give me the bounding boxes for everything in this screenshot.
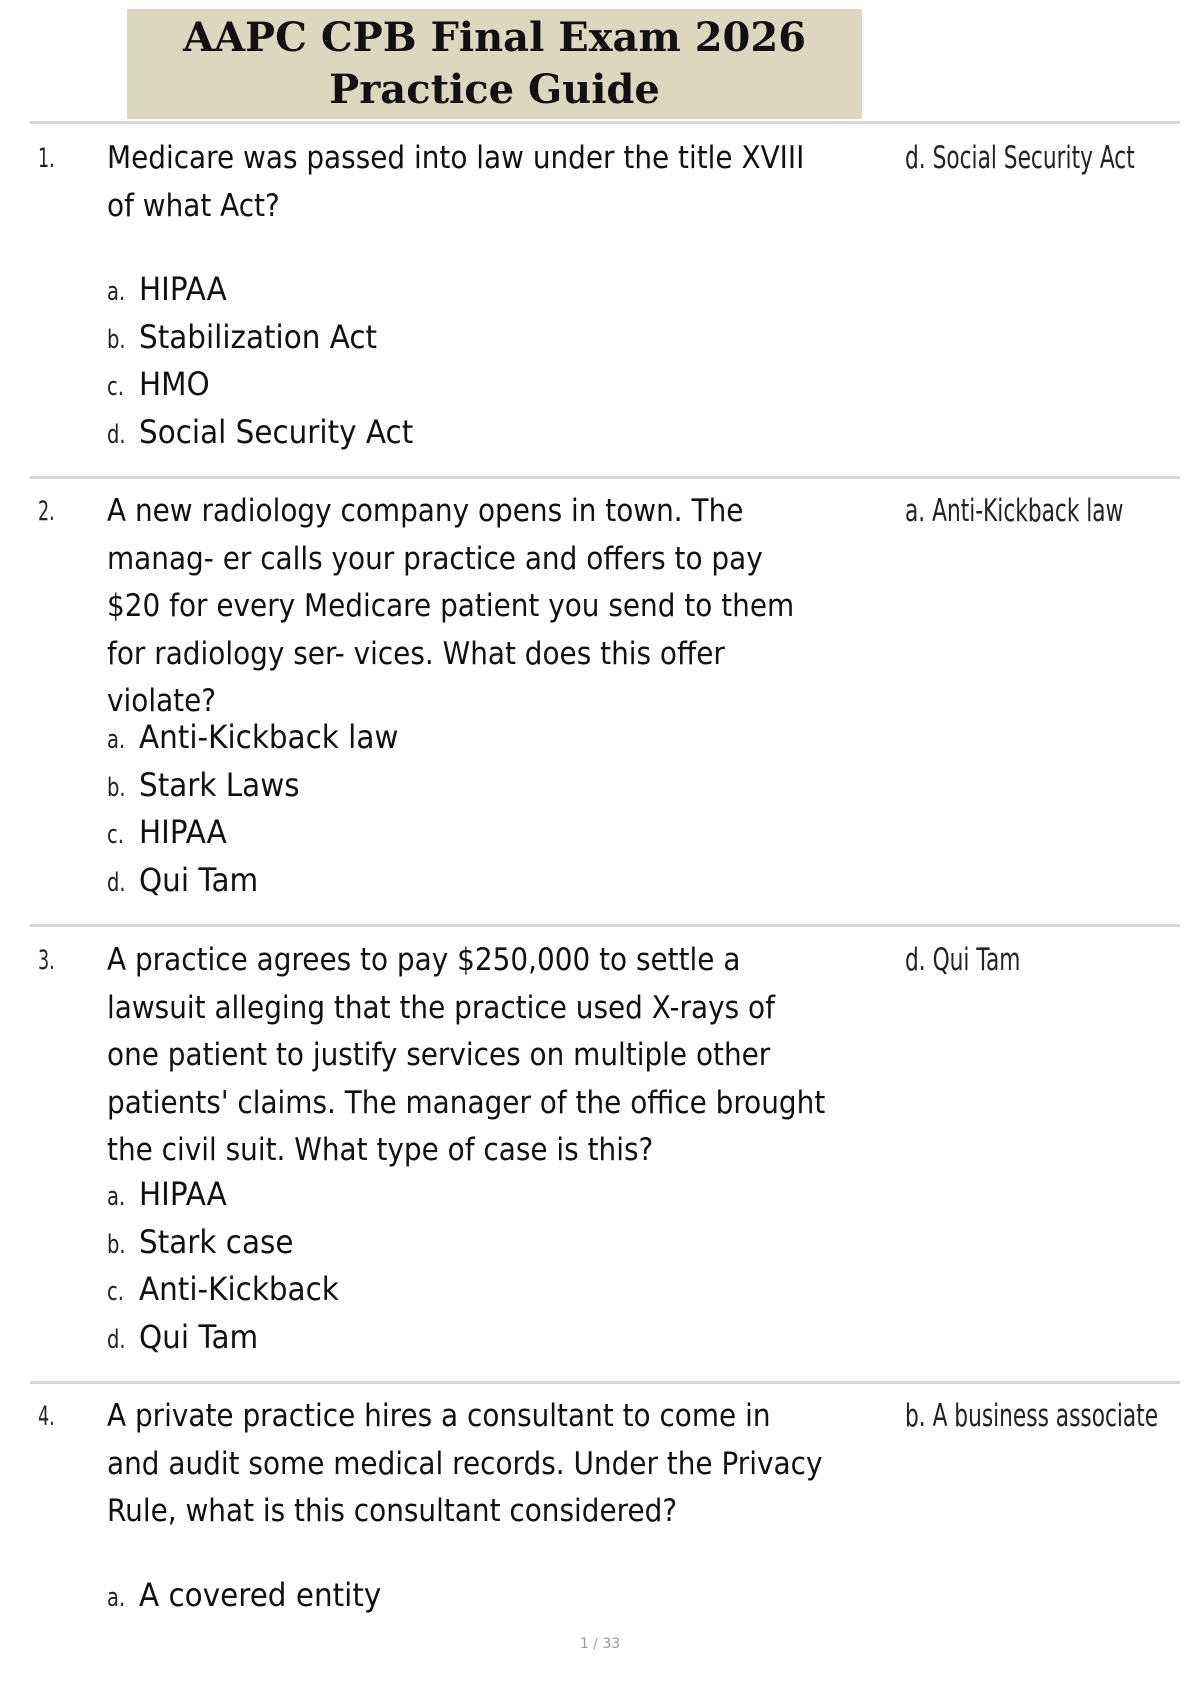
option-text: Stark Laws [139,765,300,804]
option-letter: d. [107,419,126,450]
option-text: Qui Tam [139,860,259,899]
option-item [107,1266,356,1314]
option-text: Anti-Kickback law [139,718,399,756]
question-text: A new radiology company opens in town. The manag- er calls your practice and offers to pay $20 for every Medicare patient you send to them for radiology ser- vices. What does this offer violate? [107,493,795,719]
option-text: HIPAA [139,270,227,308]
question-number: 4. [38,1401,55,1432]
option-letter: b. [107,324,126,355]
question-number: 3. [38,945,55,976]
option-item [107,361,437,409]
option-text: Stark case [139,1222,294,1261]
option-text: Anti-Kickback [139,1270,339,1308]
option-item [107,809,421,857]
option-item [107,1171,356,1219]
document-title [127,9,862,119]
options-list [107,1171,356,1361]
option-letter: a. [107,1583,126,1613]
option-text: HMO [139,365,210,403]
option-item [107,762,421,810]
title-line-2: Practice Guide [329,66,660,113]
option-letter: d. [107,1324,126,1355]
option-text: Stabilization Act [139,317,378,356]
option-item [107,1572,402,1620]
divider [30,476,1180,479]
options-list [107,714,421,904]
option-item [107,314,437,362]
answer-key: b. A business associate [905,1398,1159,1434]
title-line-1: AAPC CPB Final Exam 2026 [182,14,807,61]
option-letter: c. [107,820,124,850]
divider [30,1381,1180,1384]
option-text: HIPAA [139,1175,227,1213]
option-item [107,1314,356,1362]
answer-key: d. Qui Tam [905,942,1021,978]
page-number: 1 / 33 [579,1636,621,1652]
answer-key: d. Social Security Act [905,140,1135,176]
option-item [107,714,421,762]
option-letter: b. [107,772,126,803]
option-letter: a. [107,1182,126,1212]
option-text: A covered entity [139,1576,382,1614]
option-text: Qui Tam [139,1317,259,1356]
option-letter: a. [107,277,126,307]
option-letter: d. [107,867,126,898]
divider [30,924,1180,927]
answer-key: a. Anti-Kickback law [905,493,1124,529]
question-text: A practice agrees to pay $250,000 to settle a lawsuit alleging that the practice used X-rays of one patient to justify services on multiple other patients' claims. The manager of the office brought the civil suit. What type of case is this? [107,942,826,1168]
option-item [107,266,437,314]
option-item [107,857,421,905]
options-list [107,266,437,456]
option-text: Social Security Act [139,412,414,451]
question-number: 1. [38,143,55,174]
option-item [107,1219,356,1267]
option-letter: c. [107,1277,124,1307]
question-text: A private practice hires a consultant to come in and audit some medical records. Under the Privacy Rule, what is this consultant considered? [107,1398,823,1529]
options-list [107,1572,402,1620]
option-letter: c. [107,372,124,402]
option-text: HIPAA [139,813,227,851]
divider [30,121,1180,124]
question-number: 2. [38,496,55,527]
option-letter: a. [107,725,126,755]
option-item [107,409,437,457]
option-letter: b. [107,1229,126,1260]
question-text: Medicare was passed into law under the title XVIII of what Act? [107,140,805,224]
